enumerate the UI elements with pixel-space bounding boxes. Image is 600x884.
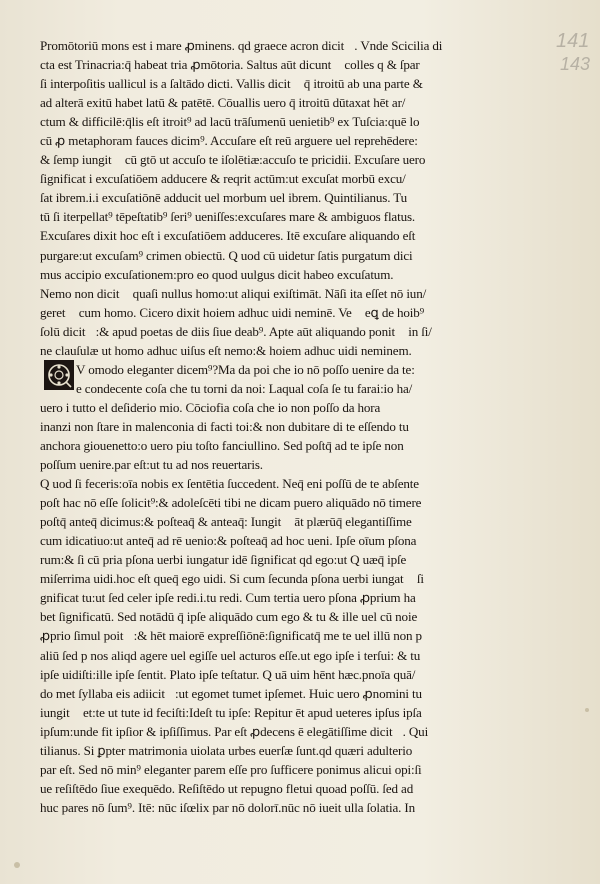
text-line: uero i tutto el deſiderio mio. Cōciofia coſa che io non poſſo da hora <box>40 399 381 415</box>
text-line: ue reſiſtēdo ſiue exequēdo. Reſiſtēdo ut repugno fletui quoad poſſū. ſed ad <box>40 780 414 796</box>
text-line: ad alterā exitū habet latū & patētē. Cōuallis uero q̄ itroitū dūtaxat hēt ar/ <box>40 95 406 111</box>
text-line: poſt hac nō eſſe ſolicit⁹:& adoleſcēti tibi ne dicam puero aliquādo nō timere <box>40 495 422 511</box>
text-line: ſignificat i excuſatiōem adducere & reqrit actūm:ut excuſat morbū excu/ <box>40 171 406 187</box>
text-line: poſſum uenire.par eſt:ut tu ad nos reuertaris. <box>40 457 263 473</box>
text-line: ipſum:unde fit ipſior & ipſiſſimus. Par eſt ꝓdecens ē elegātiſſime dicit᷑. Qui <box>40 723 429 739</box>
text-line: geret᷑ cum homo. Cicero dixit hoiem adhuc uidi neminē. Veꝝ eꝗ de hoib⁹ <box>40 304 425 320</box>
text-line: cū ꝓ metaphoram fauces dicim⁹. Accuſare eſt reū arguere uel reprehēdere: <box>40 133 418 149</box>
text-line: anchora giouenetto:o uero piu toſto fanciullino. Sed poſtq̄ ad te ipſe non <box>40 437 404 453</box>
text-line: ſat ibrem.i.i excuſatiōnē adducit uel morbum uel ibrem. Quintilianus. Tu <box>40 190 408 206</box>
paper-stain <box>14 862 20 868</box>
text-line: miſerrima uidi.hoc eſt queq̄ ego uidi. Si cum ſecunda pſona uerbi iungat᷑ ſi <box>40 571 424 587</box>
text-line: iungit᷑ et:te ut tute id feciſti:Ideſt tu ipſe: Repitur ēt apud ueteres ipſus ipſa <box>40 704 422 720</box>
text-line: & ſemp iungit᷑ cū gtō ut accuſo te iſolētiæ:accuſo te pricidii. Excuſare uero <box>40 152 426 168</box>
text-line: par eſt. Sed nō min⁹ eleganter parem eſſe pro ſufficere ponimus alicui opi:ſi <box>40 761 422 777</box>
text-line: Promōtoriū mons est i mare ꝓminens. qd graece acron dicit᷑. Vnde Scicilia di <box>40 38 443 53</box>
text-line: mus accipio excuſationem:pro eo quod uulgus dicit habeo excuſatum. <box>40 266 394 282</box>
text-line: inanzi non ſtare in malenconia di facti toi:& non dubitare di te eſſendo tu <box>40 418 409 434</box>
text-line: purgare:ut excuſam⁹ crimen obiectū. Q uod cū uidetur ſatis purgatum dici <box>40 247 413 263</box>
text-line-indented: e condecente coſa che tu torni da noi: Laqual coſa ſe tu farai:io ha/ <box>76 380 413 396</box>
text-line: cta est Trinacria:q̄ habeat tria ꝓmōtoria. Saltus aūt dicunt᷑ colles q & ſpar <box>40 57 420 73</box>
text-line: huc pares nō ſum⁹. Itē: nūc iſœlix par nō dolorī.nūc nō iueit ulla ſolatia. In <box>40 799 416 815</box>
text-line: cum idicatiuo:ut anteq̄ ad rē uenio:& poſteaq̄ ad hoc ueni. Ipſe oīum pſona <box>40 533 417 549</box>
text-line: Q uod ſi feceris:oīa nobis ex ſentētia ſuccedent. Neq̄ eni poſſū de te abſente <box>40 476 419 492</box>
text-line: do met ſyllaba eis adiicit᷑:ut egomet tumet ipſemet. Huic uero ꝓnomini tu <box>40 685 422 701</box>
text-line: ne clauſulæ ut homo adhuc uiſus eſt nemo:& hoiem adhuc uidi neminem. <box>40 342 412 358</box>
folio-mark-pencil-second: 143 <box>560 54 591 74</box>
text-line: tū ſi iterpellat⁹ tēpeſtatib⁹ ſeri⁹ ueniſſes:excuſares mare & ambiguos flatus. <box>40 209 416 225</box>
incunabula-text-block <box>40 36 560 817</box>
text-line: poſtq̄ anteq̄ dicimus:& poſteaq̄ & anteaq̄: Iungit᷑ āt plærūq̄ elegantiſſime <box>40 514 412 530</box>
paper-stain <box>585 708 589 712</box>
text-line: tilianus. Si ꝑpter matrimonia uiolata urbes euerſæ ſunt.qd quæri adulterio <box>40 742 413 758</box>
text-line: ctum & difficilē:q̄lis eſt itroit⁹ ad lacū trāſumenū uenietib⁹ ex Tuſcia:quē lo <box>40 114 420 130</box>
text-line: bet ſignificatū. Sed notādū q̄ ipſe aliquādo cum ego & tu & ille uel cū noie <box>40 609 418 625</box>
text-line: rum:& ſi cū pria pſona uerbi iungatur idē ſignificat qd ego:ut Q uæq̄ ipſe <box>40 552 407 568</box>
text-line: Nemo non dicit᷑ quaſi nullus homo:ut aliqui exiſtimāt. Nāſi ita eſſet nō iun/ <box>40 285 427 301</box>
text-line: ipſe uidiſti:ille ipſe ſentit. Plato ipſe teſtatur. Q uā uim hēnt hæc.pnoīa quā/ <box>40 666 416 682</box>
folio-mark-pencil: 141 <box>556 30 590 52</box>
text-line: ꝓprio ſimul poit᷑:& hēt maiorē expreſſiōnē:ſignificatq̄ me te uel illū non p <box>40 628 422 644</box>
text-line: ſi interpoſitis uallicul is a ſaltādo dicti. Vallis dicit᷑ q̄ itroitū ab una parte & <box>40 76 423 92</box>
text-line: aliū ſed p nos aliqd agere uel egiſſe uel acturos eſſe.ut ego ipſe i terſui: & tu <box>40 647 421 663</box>
text-line: ſolū dicit᷑:& apud poetas de diis ſiue deab⁹. Apte aūt aliquando ponit᷑ in ſi/ <box>40 323 432 339</box>
text-line: gnificat tu:ut ſed celer ipſe redi.i.tu redi. Cum tertia uero pſona ꝓprium ha <box>40 590 416 606</box>
text-line-indented: V omodo eleganter dicem⁹?Ma da poi che io nō poſſo uenire da te: <box>76 361 415 377</box>
text-line: Excuſares dixit hoc eſt i excuſatiōem adduceres. Itē excuſare aliquando eſt <box>40 228 416 244</box>
